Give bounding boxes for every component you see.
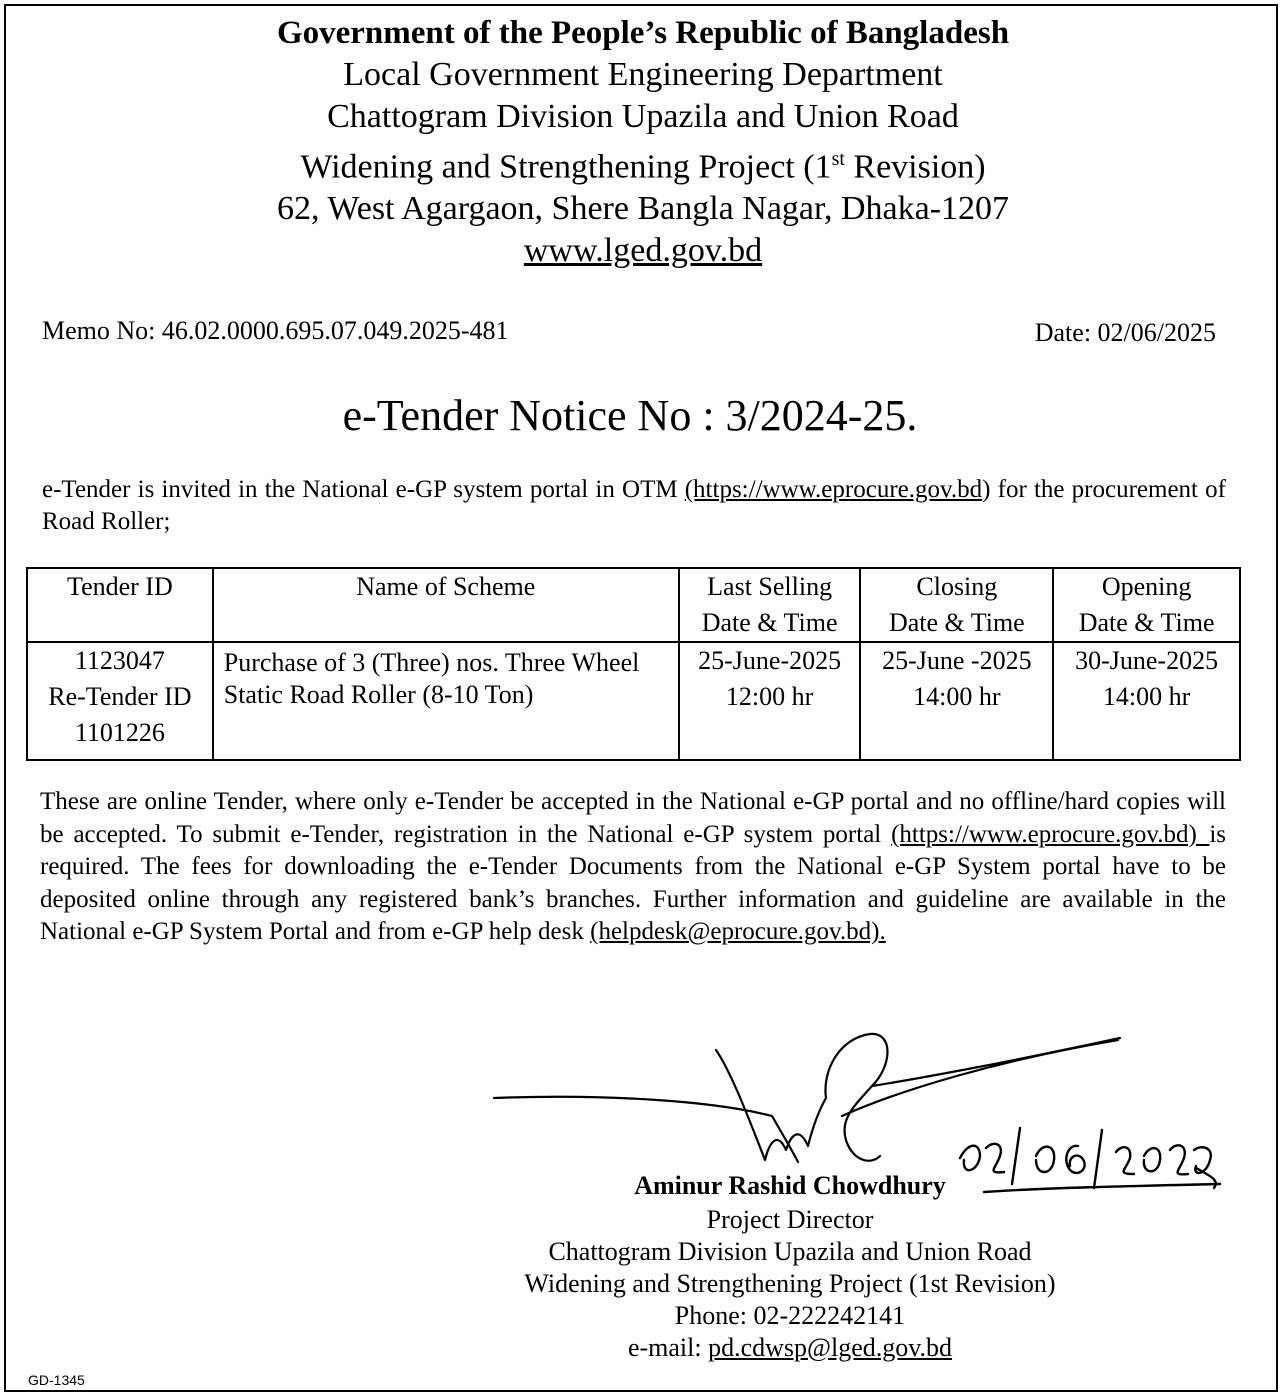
signer-phone: Phone: 02-222242141 <box>674 1301 906 1330</box>
cell-scheme: Purchase of 3 (Three) nos. Three Wheel Static Road Roller (8-10 Ton) <box>213 642 679 760</box>
signer-name: Aminur Rashid Chowdhury <box>634 1171 946 1200</box>
intro-paragraph: e-Tender is invited in the National e-GP system portal in OTM (https://www.eprocure.gov.bd) for the procurement of Road Roller; <box>42 476 1226 535</box>
cell-tender-id: 1123047 Re-Tender ID 1101226 <box>27 642 213 760</box>
tender-table <box>26 567 1241 761</box>
project-name-line-1: Chattogram Division Upazila and Union Road <box>327 98 959 135</box>
header-opening: Opening Date & Time <box>1053 568 1240 642</box>
footer-code: GD-1345 <box>28 1372 85 1388</box>
signer-email-line: e-mail: pd.cdwsp@lged.gov.bd <box>627 1333 953 1362</box>
memo-number: Memo No: 46.02.0000.695.07.049.2025-481 <box>42 316 509 345</box>
notice-title: e-Tender Notice No : 3/2024-25. <box>342 391 918 440</box>
office-address: 62, West Agargaon, Shere Bangla Nagar, Dhaka-1207 <box>276 190 1010 228</box>
website-link[interactable]: www.lged.gov.bd <box>523 232 763 270</box>
cell-opening: 30-June-2025 14:00 hr <box>1053 642 1240 760</box>
header-tender-id: Tender ID <box>27 568 213 642</box>
header-closing: Closing Date & Time <box>860 568 1053 642</box>
signer-designation: Project Director <box>706 1205 874 1234</box>
signer-email-link[interactable]: pd.cdwsp@lged.gov.bd <box>708 1333 953 1362</box>
table-header-row <box>27 568 1240 642</box>
letterhead <box>0 12 1286 272</box>
cell-last-selling: 25-June-2025 12:00 hr <box>679 642 861 760</box>
government-title: Government of the People’s Republic of Bangladesh <box>276 15 1010 51</box>
department-name: Local Government Engineering Department <box>343 56 943 93</box>
signer-project-line-2: Widening and Strengthening Project (1st Revision) <box>524 1269 1056 1298</box>
cell-closing: 25-June -2025 14:00 hr <box>860 642 1053 760</box>
helpdesk-email-link[interactable]: (helpdesk@eprocure.gov.bd). <box>590 918 886 945</box>
instructions-paragraph: These are online Tender, where only e-Tender be accepted in the National e-GP portal and no offline/hard copies will be accepted. To submit e-Tender, registration in the National e-GP system portal (https://www.eprocure.gov.bd)_is required. The fees for downloading the e-Tender Documents from the National e-GP System portal have to be deposited online through any registered bank’s branches. Further information and guideline are available in the National e-GP System Portal and from e-GP help desk (helpdesk@eprocure.gov.bd). <box>40 788 1226 945</box>
header-last-selling: Last Selling Date & Time <box>679 568 861 642</box>
eprocure-link-2[interactable]: (https://www.eprocure.gov.bd)_ <box>891 820 1210 848</box>
table-row <box>27 642 1240 760</box>
signer-project-line-1: Chattogram Division Upazila and Union Road <box>548 1237 1032 1266</box>
project-name-line-2: Widening and Strengthening Project (1st Revision) <box>300 148 986 186</box>
eprocure-link[interactable]: (https://www.eprocure.gov.bd <box>684 476 983 503</box>
signer-details <box>380 1204 1200 1364</box>
notice-date: Date: 02/06/2025 <box>1034 318 1216 347</box>
header-scheme: Name of Scheme <box>213 568 679 642</box>
